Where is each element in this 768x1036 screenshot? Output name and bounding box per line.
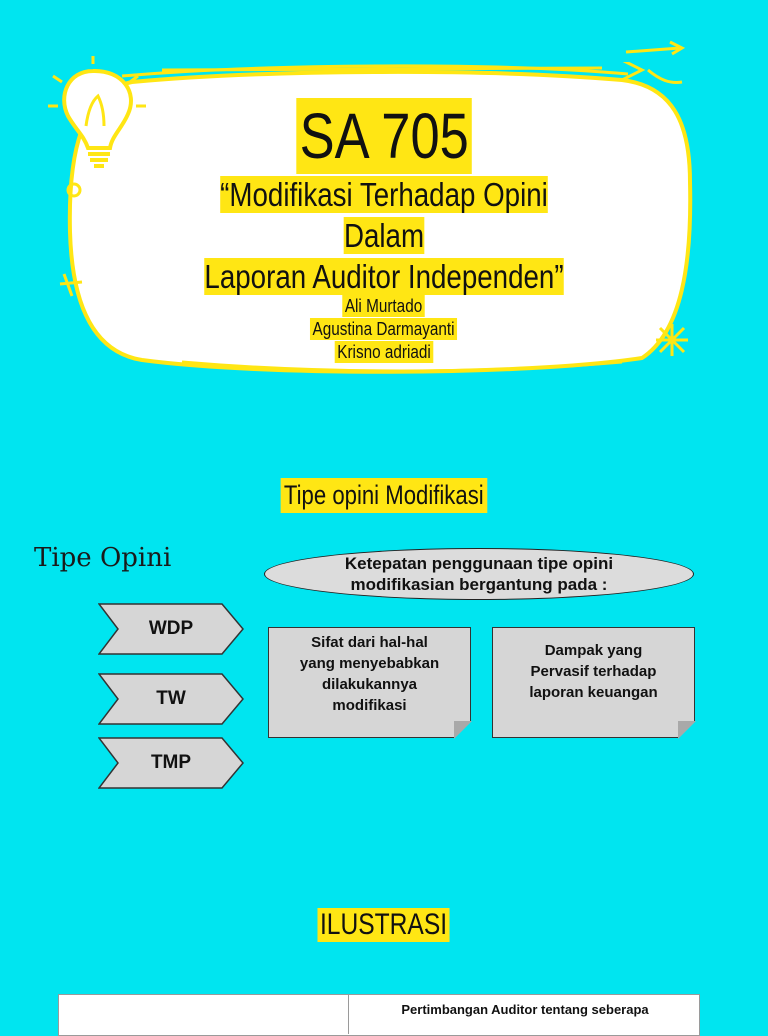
note-line: modifikasi <box>332 697 407 714</box>
page-fold <box>454 721 472 739</box>
note-pervasive-effect <box>492 627 695 738</box>
author-1 <box>0 295 768 317</box>
author-name: Ali Murtado <box>343 295 425 317</box>
chevron-label: TMP <box>150 752 192 773</box>
chevron-tw <box>98 673 244 725</box>
table-divider <box>348 994 349 1034</box>
chevron-label: TW <box>156 688 186 709</box>
title-text: SA 705 <box>296 98 472 174</box>
page-fold <box>678 721 696 739</box>
chevron-tmp <box>98 737 244 789</box>
illustration-title <box>0 908 768 942</box>
criteria-oval <box>264 548 694 600</box>
author-name: Krisno adriadi <box>335 341 434 363</box>
subtitle-line-1: “Modifikasi Terhadap Opini Dalam <box>220 176 548 254</box>
types-heading: Tipe Opini <box>34 543 172 573</box>
circle-doodle <box>64 180 84 200</box>
note-line: Dampak yang <box>544 642 643 659</box>
note-line: yang menyebabkan <box>299 655 440 672</box>
author-2 <box>0 318 768 340</box>
subtitle-line-2: Laporan Auditor Independen” <box>204 258 564 295</box>
section-title-text: Tipe opini Modifikasi <box>281 478 487 513</box>
chevron-wdp <box>98 603 244 655</box>
table-cell: Pertimbangan Auditor tentang seberapa <box>401 1002 649 1017</box>
note-line: Pervasif terhadap <box>530 663 657 680</box>
note-line: dilakukannya <box>321 676 418 693</box>
note-line: Sifat dari hal-hal <box>311 634 428 651</box>
section-title <box>0 478 768 513</box>
chevron-label: WDP <box>148 618 194 639</box>
criteria-line-2: modifikasian bergantung pada : <box>350 575 608 594</box>
page-title <box>0 98 768 174</box>
subtitle <box>140 174 628 297</box>
arrow-doodle <box>620 40 690 100</box>
illustration-title-text: ILUSTRASI <box>318 908 450 942</box>
criteria-line-1: Ketepatan penggunaan tipe opini <box>344 554 614 573</box>
note-line: laporan keuangan <box>529 684 658 701</box>
note-nature-of-matter <box>268 627 471 738</box>
author-name: Agustina Darmayanti <box>310 318 457 340</box>
author-3 <box>0 341 768 363</box>
